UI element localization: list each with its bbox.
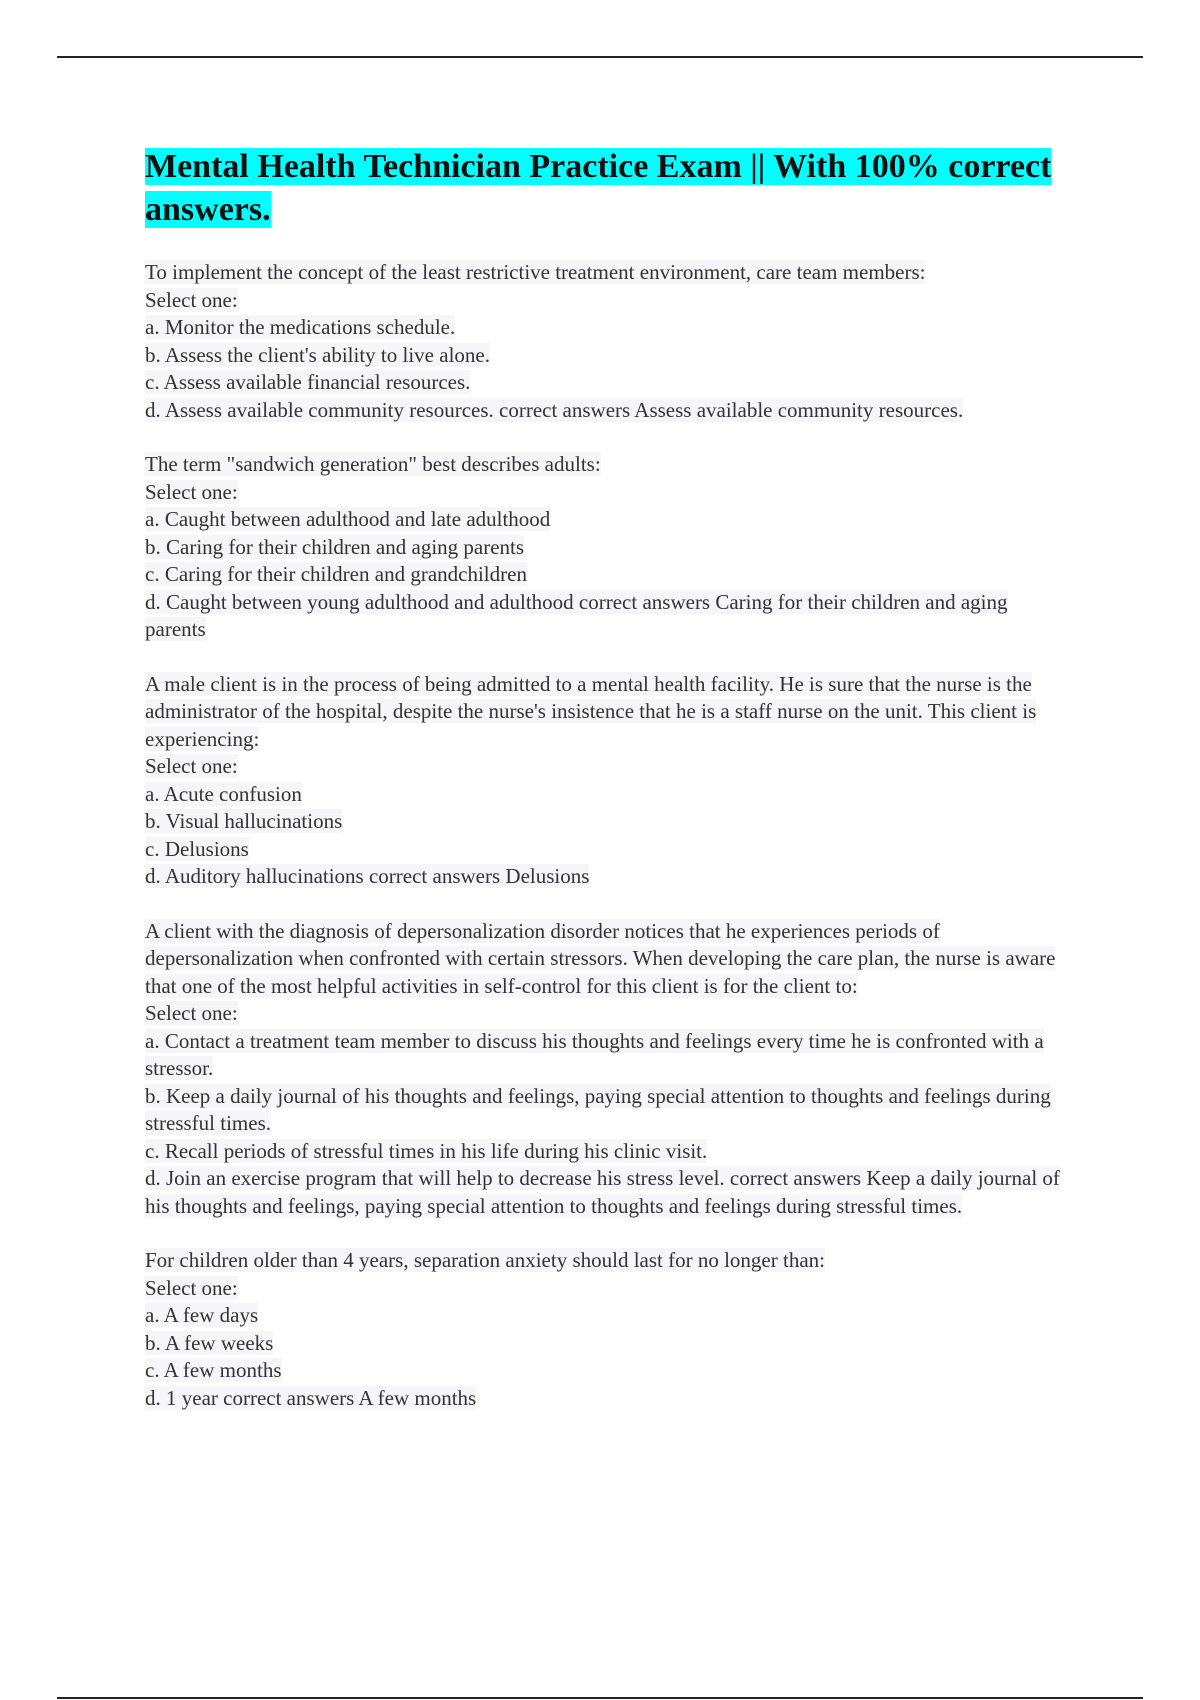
question-prompt: Select one:: [145, 1275, 238, 1300]
option-b: b. Caring for their children and aging parents: [145, 534, 525, 559]
question-prompt: Select one:: [145, 287, 238, 312]
option-d-with-answer: d. Auditory hallucinations correct answers Delusions: [145, 864, 590, 888]
option-c: c. Assess available financial resources.: [145, 370, 471, 394]
option-d-with-answer: d. Caught between young adulthood and adulthood correct answers Caring for their children and aging parents: [145, 589, 1008, 641]
question-prompt: Select one:: [145, 1001, 238, 1025]
question-stem: A client with the diagnosis of depersonalization disorder notices that he experiences periods of depersonalization when confronted with certain stressors. When developing the care plan, the nurse is aware that one of the most helpful activities in self-control for this client is for the client to:: [145, 918, 1056, 998]
question-4: [145, 918, 1065, 1221]
question-3: [145, 671, 1065, 891]
question-prompt: Select one:: [145, 479, 238, 504]
question-2: [145, 451, 1065, 644]
bottom-page-rule: [57, 1697, 1143, 1699]
option-a: a. Monitor the medications schedule.: [145, 315, 456, 339]
question-prompt: Select one:: [145, 754, 238, 778]
top-page-rule: [57, 56, 1143, 58]
option-a: a. Caught between adulthood and late adulthood: [145, 507, 551, 531]
question-stem: The term "sandwich generation" best describes adults:: [145, 452, 601, 476]
option-b: b. Keep a daily journal of his thoughts and feelings, paying special attention to thoughts and feelings during stressful times.: [145, 1083, 1051, 1135]
question-stem: To implement the concept of the least restrictive treatment environment, care team members:: [145, 260, 926, 284]
document-body: [145, 145, 1065, 1412]
option-c: c. A few months: [145, 1358, 282, 1382]
document-title-text: Mental Health Technician Practice Exam || With 100% correct answers.: [145, 148, 1052, 228]
option-b: b. Visual hallucinations: [145, 809, 343, 833]
option-d-with-answer: d. 1 year correct answers A few months: [145, 1385, 477, 1410]
option-a: a. Contact a treatment team member to discuss his thoughts and feelings every time he is confronted with a stressor.: [145, 1028, 1044, 1080]
option-d-with-answer: d. Join an exercise program that will help to decrease his stress level. correct answers Keep a daily journal of his thoughts and feelings, paying special attention to thoughts and feelings during stressful times.: [145, 1166, 1060, 1218]
option-d-with-answer: d. Assess available community resources. correct answers Assess available community resources.: [145, 397, 964, 422]
question-5: [145, 1247, 1065, 1412]
option-a: a. Acute confusion: [145, 781, 302, 806]
question-stem: For children older than 4 years, separation anxiety should last for no longer than:: [145, 1248, 825, 1272]
option-c: c. Delusions: [145, 836, 249, 861]
option-b: b. Assess the client's ability to live alone.: [145, 342, 490, 367]
question-stem: A male client is in the process of being admitted to a mental health facility. He is sure that the nurse is the administrator of the hospital, despite the nurse's insistence that he is a staff nurse on the unit. This client is experiencing:: [145, 671, 1037, 751]
option-c: c. Recall periods of stressful times in his life during his clinic visit.: [145, 1138, 708, 1163]
document-title: [145, 145, 1065, 231]
question-1: [145, 259, 1065, 424]
option-a: a. A few days: [145, 1303, 259, 1327]
option-c: c. Caring for their children and grandchildren: [145, 562, 527, 586]
option-b: b. A few weeks: [145, 1330, 274, 1355]
